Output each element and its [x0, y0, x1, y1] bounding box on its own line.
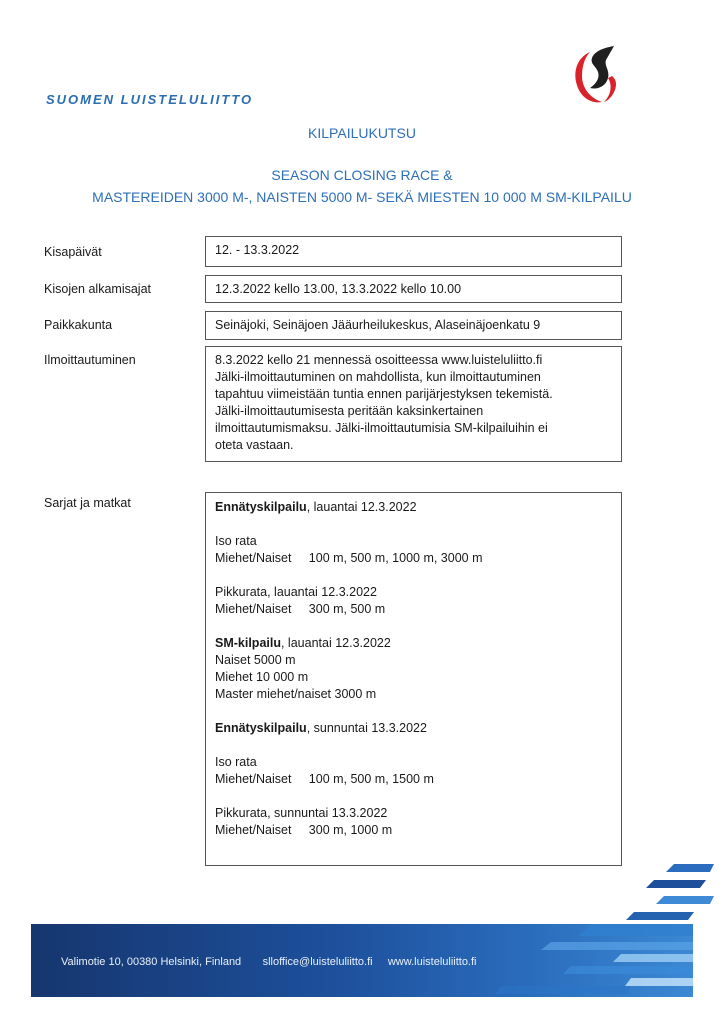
start-times-box	[205, 275, 622, 303]
distances-line: Naiset 5000 m	[215, 653, 296, 667]
distances-line: Miehet/Naiset 100 m, 500 m, 1500 m	[215, 772, 434, 786]
series-label: Sarjat ja matkat	[44, 496, 131, 510]
registration-line: ilmoittautumismaksu. Jälki-ilmoittautumisia SM-kilpailuihin ei	[215, 421, 548, 435]
registration-line: Jälki-ilmoittautuminen on mahdollista, kun ilmoittautuminen	[215, 370, 541, 384]
registration-line: oteta vastaan.	[215, 438, 294, 452]
series-heading: Pikkurata, lauantai 12.3.2022	[215, 585, 377, 599]
registration-label: Ilmoittautuminen	[44, 353, 136, 367]
start-times-value: 12.3.2022 kello 13.00, 13.3.2022 kello 10.00	[215, 282, 462, 296]
date-value: 12. - 13.3.2022	[215, 243, 300, 257]
footer-stripes-overflow	[614, 858, 714, 938]
distances-line: Miehet/Naiset 100 m, 500 m, 1000 m, 3000 m	[215, 551, 483, 565]
location-box	[205, 311, 622, 340]
date-box	[205, 236, 622, 267]
series-heading-bold: Ennätyskilpailu	[215, 500, 307, 514]
footer-contact: Valimotie 10, 00380 Helsinki, Finland slloffice@luisteluliitto.fi www.luisteluliitto.fi	[61, 956, 477, 968]
series-heading-date: , lauantai 12.3.2022	[306, 500, 417, 514]
registration-box	[205, 346, 622, 462]
organization-name: SUOMEN LUISTELULIITTO	[46, 92, 254, 107]
track-type: Iso rata	[215, 755, 257, 769]
date-label: Kisapäivät	[44, 245, 102, 259]
location-value: Seinäjoki, Seinäjoen Jääurheilukeskus, Alaseinäjoenkatu 9	[215, 318, 541, 332]
series-box	[205, 492, 622, 866]
registration-line: 8.3.2022 kello 21 mennessä osoitteessa www.luisteluliitto.fi	[215, 353, 543, 367]
footer-banner	[31, 924, 693, 997]
series-heading-bold: SM-kilpailu	[215, 636, 281, 650]
event-title-line1: SEASON CLOSING RACE &	[271, 167, 453, 183]
distances-line: Miehet 10 000 m	[215, 670, 309, 684]
registration-line: tapahtuu viimeistään tuntia ennen parijärjestyksen tekemistä.	[215, 387, 553, 401]
series-heading: Pikkurata, sunnuntai 13.3.2022	[215, 806, 388, 820]
document-title: KILPAILUKUTSU	[308, 125, 416, 141]
start-times-label: Kisojen alkamisajat	[44, 282, 151, 296]
series-heading-date: , sunnuntai 13.3.2022	[306, 721, 427, 735]
series-heading	[215, 635, 612, 652]
series-heading	[215, 720, 612, 737]
registration-line: Jälki-ilmoittautumisesta peritään kaksinkertainen	[215, 404, 484, 418]
series-heading	[215, 499, 612, 516]
distances-line: Master miehet/naiset 3000 m	[215, 687, 377, 701]
location-label: Paikkakunta	[44, 318, 113, 332]
series-heading-bold: Ennätyskilpailu	[215, 721, 307, 735]
series-heading-date: , lauantai 12.3.2022	[280, 636, 391, 650]
track-type: Iso rata	[215, 534, 257, 548]
distances-line: Miehet/Naiset 300 m, 1000 m	[215, 823, 393, 837]
federation-logo	[568, 44, 620, 108]
distances-line: Miehet/Naiset 300 m, 500 m	[215, 602, 386, 616]
event-title-line2: MASTEREIDEN 3000 M-, NAISTEN 5000 M- SEKÄ MIESTEN 10 000 M SM-KILPAILU	[92, 189, 632, 205]
